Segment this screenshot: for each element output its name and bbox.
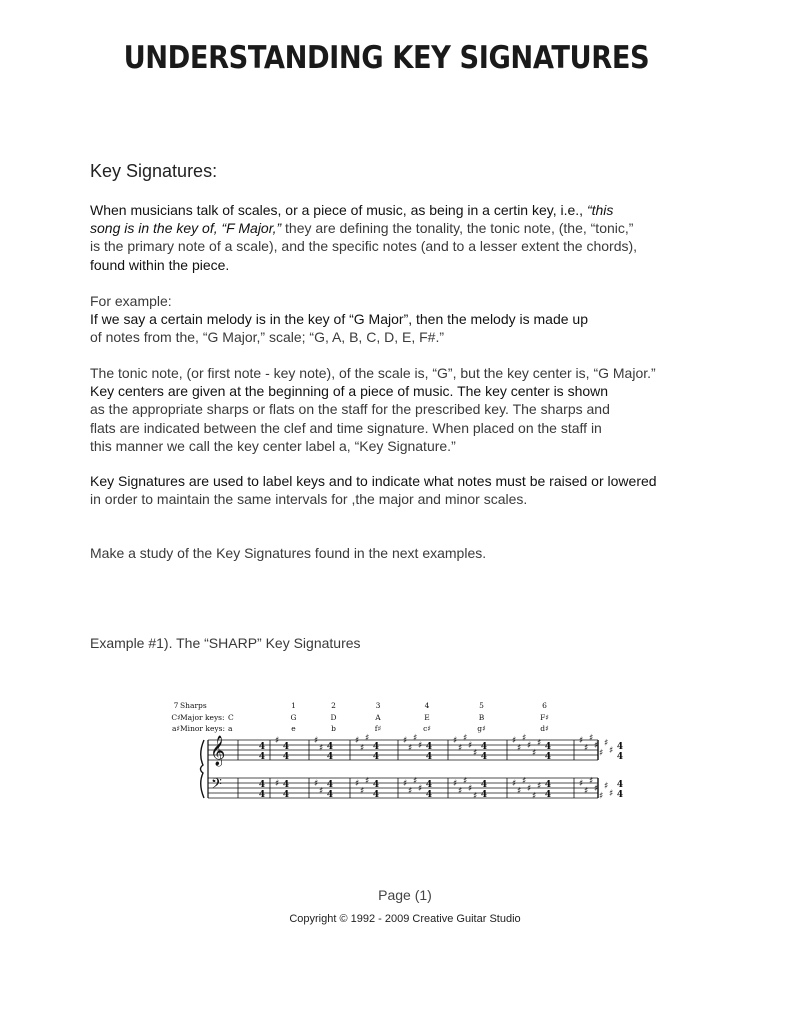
sharp-icon: ♯ bbox=[453, 736, 458, 746]
page-title: UNDERSTANDING KEY SIGNATURES bbox=[123, 40, 650, 76]
paragraph-line: Example #1). The “SHARP” Key Signatures bbox=[90, 635, 361, 651]
sharp-icon: ♯ bbox=[517, 743, 522, 754]
major-key-label: D bbox=[330, 713, 337, 722]
sharp-icon: ♯ bbox=[584, 743, 589, 754]
sharp-icon: ♯ bbox=[604, 738, 609, 749]
sharp-icon: ♯ bbox=[604, 781, 609, 792]
time-signature-top: 4 bbox=[616, 780, 624, 790]
paragraph-line: For example: bbox=[90, 293, 172, 309]
sharp-icon: ♯ bbox=[609, 746, 614, 756]
paragraph-line: The tonic note, (or first note - key note), of the scale is, “G”, but the key center is, “G Major.” bbox=[90, 365, 656, 381]
major-key-label: E bbox=[424, 713, 430, 722]
sharp-count: 6 bbox=[542, 701, 547, 710]
sharp-icon: ♯ bbox=[532, 748, 537, 759]
minor-key-label: b bbox=[331, 724, 336, 733]
paragraph-line: as the appropriate sharps or flats on the staff for the prescribed key. The sharps and bbox=[90, 401, 610, 418]
sharp-icon: ♯ bbox=[365, 733, 370, 744]
sharp-icon: ♯ bbox=[413, 733, 418, 744]
sharp-icon: ♯ bbox=[589, 776, 594, 787]
time-signature-bottom: 4 bbox=[616, 790, 624, 800]
major-key-label: G bbox=[290, 713, 297, 722]
minor-key-label: a♯ bbox=[171, 724, 181, 733]
minor-key-label: c♯ bbox=[423, 724, 431, 733]
sharp-icon: ♯ bbox=[453, 779, 458, 789]
sharp-icon: ♯ bbox=[512, 779, 517, 789]
sharp-icon: ♯ bbox=[355, 779, 360, 789]
row-label-minor: Minor keys: bbox=[180, 724, 225, 733]
sharp-icon: ♯ bbox=[468, 741, 473, 751]
sharp-icon: ♯ bbox=[418, 784, 423, 794]
time-signature-bottom: 4 bbox=[616, 752, 624, 762]
minor-key-label: f♯ bbox=[374, 724, 382, 733]
time-signature-bottom: 4 bbox=[326, 752, 334, 762]
time-signature-top: 4 bbox=[282, 780, 290, 790]
paragraph-line: Key centers are given at the beginning of a piece of music. The key center is shown bbox=[90, 383, 609, 400]
section-heading: Key Signatures: bbox=[90, 161, 218, 181]
sharp-icon: ♯ bbox=[579, 779, 584, 789]
sharp-icon: ♯ bbox=[468, 784, 473, 794]
paragraph-line: is the primary note of a scale), and the specific notes (and to a lesser extent the chords), bbox=[90, 238, 638, 255]
major-key-label: B bbox=[478, 713, 485, 722]
sharp-icon: ♯ bbox=[609, 789, 614, 799]
sharp-icon: ♯ bbox=[527, 741, 532, 751]
time-signature-bottom: 4 bbox=[480, 752, 488, 762]
sharp-key-signatures-figure bbox=[171, 700, 624, 810]
time-signature-bottom: 4 bbox=[480, 790, 488, 800]
time-signature-top: 4 bbox=[480, 742, 488, 752]
time-signature-bottom: 4 bbox=[425, 790, 433, 800]
treble-clef-icon: 𝄞 bbox=[210, 736, 226, 766]
sharp-icon: ♯ bbox=[522, 733, 527, 744]
text-run: they are defining the tonality, the tonic note, (the, “tonic,” bbox=[281, 220, 634, 237]
time-signature-bottom: 4 bbox=[282, 790, 290, 800]
time-signature-bottom: 4 bbox=[258, 790, 266, 800]
minor-key-label: e bbox=[291, 724, 296, 733]
minor-key-label: g♯ bbox=[477, 724, 486, 733]
sharp-icon: ♯ bbox=[355, 736, 360, 746]
sharp-icon: ♯ bbox=[365, 776, 370, 787]
sharp-count: 7 bbox=[173, 701, 179, 710]
sharp-count: 5 bbox=[479, 701, 484, 710]
time-signature-bottom: 4 bbox=[372, 790, 380, 800]
sharp-icon: ♯ bbox=[594, 784, 599, 794]
grand-staff-brace bbox=[201, 740, 205, 798]
sharp-icon: ♯ bbox=[408, 743, 413, 754]
sharp-icon: ♯ bbox=[314, 779, 319, 789]
sharp-icon: ♯ bbox=[522, 776, 527, 787]
italic-text: “this bbox=[586, 202, 614, 218]
time-signature-bottom: 4 bbox=[372, 752, 380, 762]
sharp-icon: ♯ bbox=[579, 736, 584, 746]
paragraph-line: in order to maintain the same intervals for ,the major and minor scales. bbox=[90, 491, 528, 508]
time-signature-top: 4 bbox=[258, 780, 266, 790]
time-signature-bottom: 4 bbox=[282, 752, 290, 762]
major-key-label: F♯ bbox=[540, 713, 549, 722]
paragraph-usage bbox=[90, 472, 730, 508]
major-key-label: C♯ bbox=[171, 713, 181, 722]
sharp-icon: ♯ bbox=[413, 776, 418, 787]
sharp-icon: ♯ bbox=[360, 743, 365, 754]
sharp-icon: ♯ bbox=[473, 791, 478, 802]
paragraph-tonic bbox=[90, 364, 730, 455]
time-signature-top: 4 bbox=[258, 742, 266, 752]
minor-key-label: d♯ bbox=[540, 724, 549, 733]
paragraph-line bbox=[90, 201, 730, 219]
sharp-icon: ♯ bbox=[319, 743, 324, 754]
sharp-icon: ♯ bbox=[584, 786, 589, 797]
time-signature-top: 4 bbox=[544, 742, 552, 752]
time-signature-top: 4 bbox=[372, 742, 380, 752]
paragraph-line: Make a study of the Key Signatures found in the next examples. bbox=[90, 545, 487, 561]
sharp-icon: ♯ bbox=[599, 791, 604, 802]
paragraph-line: Key Signatures are used to label keys and to indicate what notes must be raised or lowered bbox=[90, 473, 657, 489]
sharp-icon: ♯ bbox=[512, 736, 517, 746]
time-signature-top: 4 bbox=[616, 742, 624, 752]
page-number: Page (1) bbox=[378, 887, 432, 903]
sharp-icon: ♯ bbox=[408, 786, 413, 797]
sharp-icon: ♯ bbox=[275, 779, 280, 789]
paragraph-line: this manner we call the key center label a, “Key Signature.” bbox=[90, 437, 456, 454]
time-signature-top: 4 bbox=[544, 780, 552, 790]
time-signature-bottom: 4 bbox=[544, 752, 552, 762]
paragraph-line: flats are indicated between the clef and time signature. When placed on the staff in bbox=[90, 419, 602, 436]
sharp-icon: ♯ bbox=[314, 736, 319, 746]
sharp-icon: ♯ bbox=[537, 781, 542, 792]
copyright: Copyright © 1992 - 2009 Creative Guitar Studio bbox=[289, 913, 521, 925]
first-minor-key: a bbox=[228, 724, 233, 733]
sharp-icon: ♯ bbox=[319, 786, 324, 797]
major-key-label: A bbox=[375, 713, 381, 722]
sharp-icon: ♯ bbox=[360, 786, 365, 797]
sharp-icon: ♯ bbox=[403, 736, 408, 746]
sharp-icon: ♯ bbox=[463, 733, 468, 744]
time-signature-top: 4 bbox=[282, 742, 290, 752]
time-signature-bottom: 4 bbox=[258, 752, 266, 762]
sharp-icon: ♯ bbox=[418, 741, 423, 751]
time-signature-top: 4 bbox=[480, 780, 488, 790]
time-signature-top: 4 bbox=[372, 780, 380, 790]
example-caption bbox=[90, 634, 730, 652]
sharp-icon: ♯ bbox=[517, 786, 522, 797]
sharp-icon: ♯ bbox=[537, 738, 542, 749]
sharp-icon: ♯ bbox=[527, 784, 532, 794]
paragraph-line: of notes from the, “G Major,” scale; “G, A, B, C, D, E, F#.” bbox=[90, 329, 444, 346]
paragraph-intro bbox=[90, 201, 730, 274]
sharp-icon: ♯ bbox=[275, 736, 280, 746]
time-signature-bottom: 4 bbox=[326, 790, 334, 800]
text-run: When musicians talk of scales, or a piece of music, as being in a certin key, i.e., bbox=[90, 202, 587, 218]
sharp-count: 2 bbox=[331, 701, 336, 710]
time-signature-top: 4 bbox=[326, 742, 334, 752]
paragraph-line: found within the piece. bbox=[90, 256, 230, 273]
sharp-icon: ♯ bbox=[594, 741, 599, 751]
first-major-key: C bbox=[228, 713, 234, 722]
time-signature-bottom: 4 bbox=[544, 790, 552, 800]
sharp-icon: ♯ bbox=[473, 748, 478, 759]
time-signature-top: 4 bbox=[326, 780, 334, 790]
sharp-count: 4 bbox=[424, 701, 430, 710]
sharp-icon: ♯ bbox=[463, 776, 468, 787]
paragraph-study bbox=[90, 544, 730, 562]
paragraph-line bbox=[90, 219, 730, 237]
sharp-icon: ♯ bbox=[532, 791, 537, 802]
italic-text: song is in the key of, “F Major,” bbox=[90, 220, 282, 237]
sharp-count: 1 bbox=[291, 701, 296, 710]
paragraph-example bbox=[90, 292, 730, 347]
time-signature-top: 4 bbox=[425, 742, 433, 752]
time-signature-bottom: 4 bbox=[425, 752, 433, 762]
sharp-count: 3 bbox=[375, 701, 381, 710]
sharp-icon: ♯ bbox=[403, 779, 408, 789]
sharp-icon: ♯ bbox=[458, 786, 463, 797]
sharp-icon: ♯ bbox=[458, 743, 463, 754]
row-label-sharps: Sharps bbox=[180, 701, 207, 710]
sharp-icon: ♯ bbox=[599, 748, 604, 759]
row-label-major: Major keys: bbox=[180, 713, 225, 722]
bass-clef-icon: 𝄢 bbox=[211, 776, 222, 796]
sharp-icon: ♯ bbox=[589, 733, 594, 744]
time-signature-top: 4 bbox=[425, 780, 433, 790]
paragraph-line: If we say a certain melody is in the key of “G Major”, then the melody is made up bbox=[90, 311, 588, 328]
